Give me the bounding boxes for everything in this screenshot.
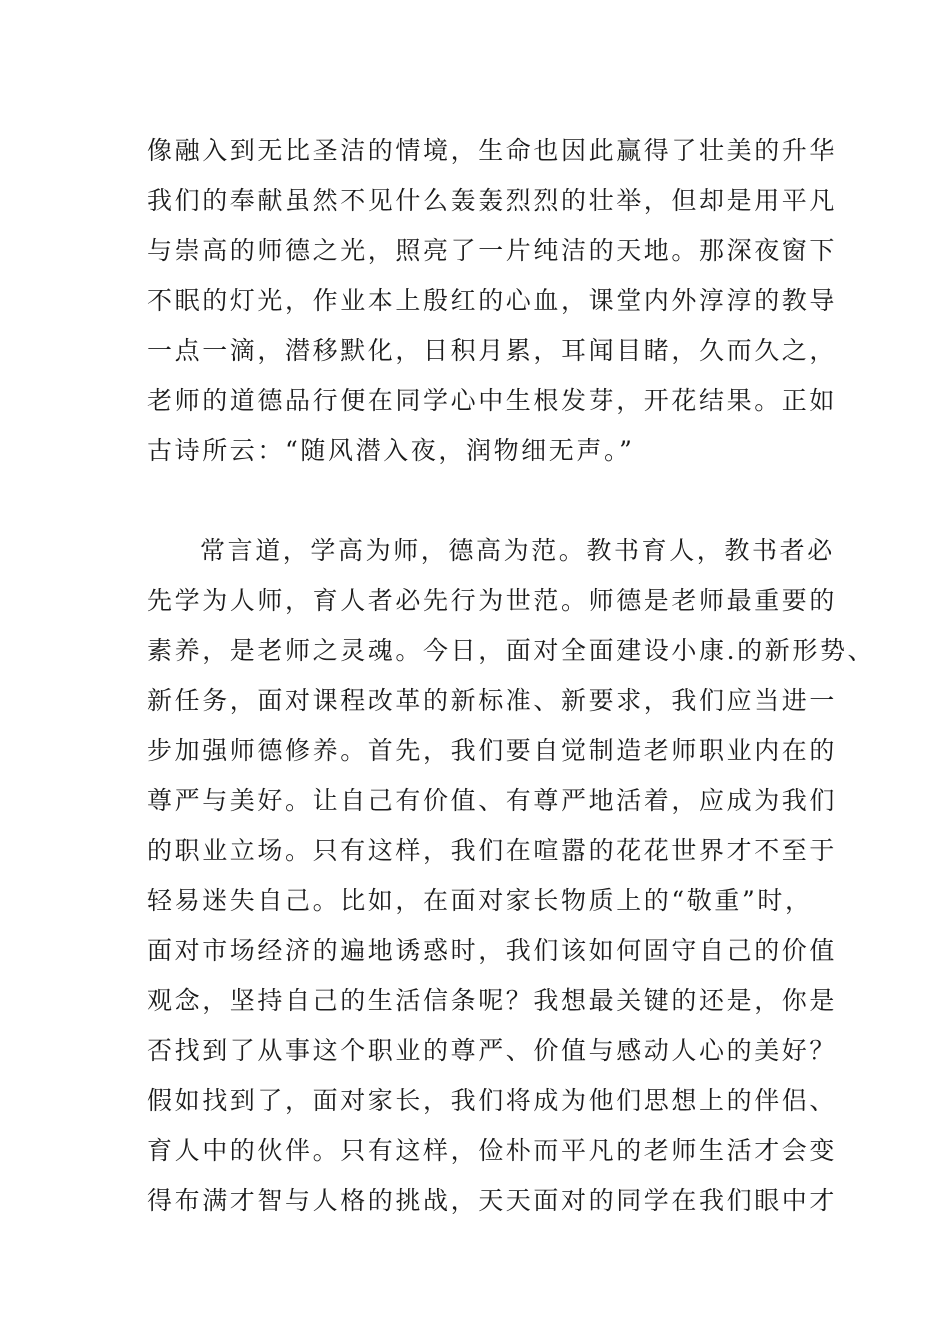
text-line: 育人中的伙伴。只有这样，俭朴而平凡的老师生活才会变 xyxy=(147,1136,838,1165)
text-line: 的职业立场。只有这样，我们在喧嚣的花花世界才不至于 xyxy=(147,836,838,865)
text-line: 面对市场经济的遍地诱惑时，我们该如何固守自己的价值 xyxy=(147,936,838,965)
text-line: 素养，是老师之灵魂。今日，面对全面建设小康.的新形势、 xyxy=(147,636,876,665)
text-line: 新任务，面对课程改革的新标准、新要求，我们应当进一 xyxy=(147,686,838,715)
text-line: 先学为人师，育人者必先行为世范。师德是老师最重要的 xyxy=(147,586,838,615)
text-line: 步加强师德修养。首先，我们要自觉制造老师职业内在的 xyxy=(147,736,838,765)
text-line: 常言道，学高为师，德高为范。教书育人，教书者必 xyxy=(200,536,835,565)
text-line: 老师的道德品行便在同学心中生根发芽，开花结果。正如 xyxy=(147,386,838,415)
text-line: 像融入到无比圣洁的情境，生命也因此赢得了壮美的升华 xyxy=(147,136,838,165)
text-line: 古诗所云：“随风潜入夜，润物细无声。” xyxy=(147,436,635,465)
text-line: 一点一滴，潜移默化，日积月累，耳闻目睹，久而久之， xyxy=(147,336,838,365)
text-line: 否找到了从事这个职业的尊严、价值与感动人心的美好？ xyxy=(147,1036,838,1065)
text-line: 尊严与美好。让自己有价值、有尊严地活着，应成为我们 xyxy=(147,786,838,815)
text-line: 假如找到了，面对家长，我们将成为他们思想上的伴侣、 xyxy=(147,1086,838,1115)
text-line: 不眠的灯光，作业本上殷红的心血，课堂内外淳淳的教导 xyxy=(147,286,838,315)
text-line: 轻易迷失自己。比如，在面对家长物质上的“敬重”时， xyxy=(147,886,813,915)
text-line: 与崇高的师德之光，照亮了一片纯洁的天地。那深夜窗下 xyxy=(147,236,838,265)
text-line: 观念，坚持自己的生活信条呢？我想最关键的还是，你是 xyxy=(147,986,838,1015)
text-line: 我们的奉献虽然不见什么轰轰烈烈的壮举，但却是用平凡 xyxy=(147,186,838,215)
text-line: 得布满才智与人格的挑战，天天面对的同学在我们眼中才 xyxy=(147,1186,838,1215)
